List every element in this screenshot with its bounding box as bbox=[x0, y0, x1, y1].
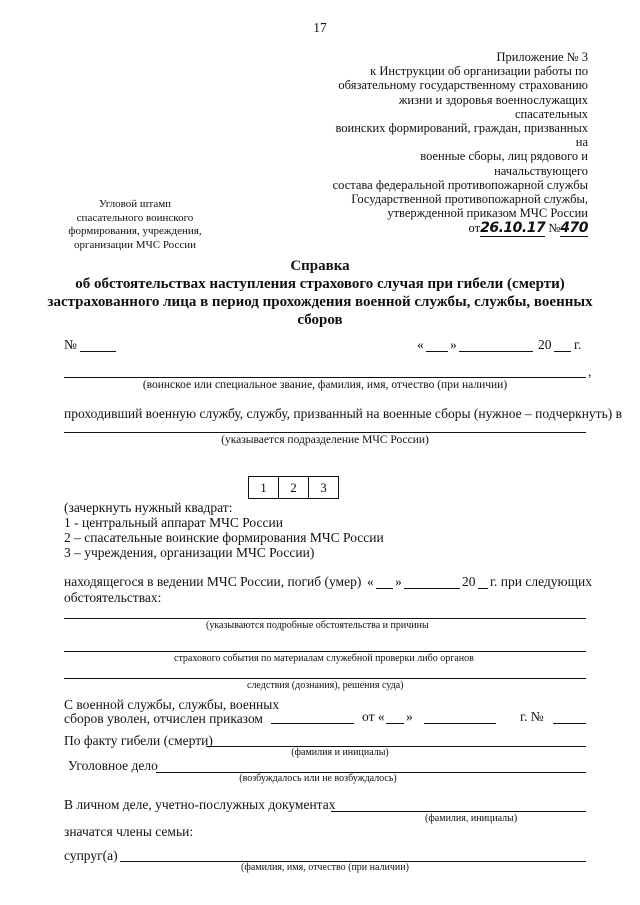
date-month-field[interactable] bbox=[459, 351, 533, 352]
investigation-hint: следствия (дознания), решения суда) bbox=[247, 680, 404, 691]
appendix-line: военные сборы, лиц рядового и начальствующего bbox=[420, 149, 588, 178]
appendix-line: состава федеральной противопожарной службы bbox=[332, 177, 588, 192]
stamp-line: организации МЧС России bbox=[74, 238, 196, 251]
death-year-prefix: 20 bbox=[462, 574, 476, 589]
criminal-case-label: Уголовное дело bbox=[68, 758, 158, 773]
box-1[interactable]: 1 bbox=[248, 476, 279, 499]
appendix-line: утвержденной приказом МЧС России bbox=[387, 206, 588, 221]
discharge-text-1: С военной службы, службы, военных bbox=[64, 697, 280, 712]
page-number: 17 bbox=[313, 20, 327, 35]
death-year-field[interactable] bbox=[478, 588, 488, 589]
appendix-title: Приложение № 3 bbox=[496, 50, 588, 64]
death-quote-open: « bbox=[367, 574, 374, 589]
appendix-block bbox=[330, 50, 588, 237]
spouse-hint: (фамилия, имя, отчество (при наличии) bbox=[241, 862, 409, 873]
doc-title: Справка bbox=[290, 258, 350, 274]
year-suffix: г. bbox=[574, 337, 582, 352]
death-month-field[interactable] bbox=[404, 588, 460, 589]
discharge-quote-close: » bbox=[406, 709, 413, 724]
stamp-line: формирования, учреждения, bbox=[68, 225, 202, 237]
appendix-line: Государственной противопожарной службы, bbox=[351, 192, 588, 207]
discharge-order-field[interactable] bbox=[271, 723, 354, 724]
order-reference bbox=[330, 221, 588, 236]
discharge-text-2: сборов уволен, отчислен приказом bbox=[64, 711, 263, 726]
doc-subtitle-3: сборов bbox=[297, 312, 343, 328]
date-year-field[interactable] bbox=[554, 351, 571, 352]
order-date-handwritten: 26.10.17 bbox=[480, 220, 546, 237]
number-field[interactable] bbox=[80, 351, 116, 352]
doc-subtitle-1: об обстоятельствах наступления страхового случая при гибели (смерти) bbox=[75, 276, 565, 292]
year-prefix: 20 bbox=[538, 337, 552, 352]
unit-field[interactable] bbox=[64, 432, 586, 433]
appendix-line: воинских формирований, граждан, призванных на bbox=[335, 121, 588, 150]
cross-out-option: 2 – спасательные воинские формирования МЧС России bbox=[64, 530, 384, 545]
cross-out-option: 3 – учреждения, организации МЧС России) bbox=[64, 545, 315, 560]
order-number-handwritten: 470 bbox=[560, 220, 588, 237]
rank-name-comma: , bbox=[588, 364, 592, 379]
death-quote-close: » bbox=[395, 574, 402, 589]
appendix-line: к Инструкции об организации работы по bbox=[370, 64, 588, 79]
discharge-year-no: г. № bbox=[520, 709, 544, 724]
order-number-label: № bbox=[548, 221, 561, 236]
family-label: значатся члены семьи: bbox=[64, 824, 194, 839]
insured-event-hint: страхового события по материалам служебной проверки либо органов bbox=[174, 653, 474, 664]
order-prefix: от bbox=[468, 221, 481, 236]
number-label: № bbox=[64, 337, 77, 352]
circumstances-field[interactable] bbox=[64, 618, 586, 619]
circumstances-field-2[interactable] bbox=[64, 651, 586, 652]
spouse-label: супруг(а) bbox=[64, 848, 118, 863]
stamp-line: Угловой штамп bbox=[98, 198, 172, 210]
personal-file-label: В личном деле, учетно-послужных документах bbox=[64, 797, 336, 812]
discharge-from: от « bbox=[362, 709, 385, 724]
date-quote-open: « bbox=[417, 337, 424, 352]
unit-type-boxes bbox=[249, 476, 339, 499]
box-3[interactable]: 3 bbox=[308, 476, 339, 499]
unit-hint: (указывается подразделение МЧС России) bbox=[221, 434, 429, 446]
criminal-case-hint: (возбуждалось или не возбуждалось) bbox=[239, 773, 397, 784]
discharge-number-field[interactable] bbox=[553, 723, 586, 724]
appendix-line: жизни и здоровья военнослужащих спасательных bbox=[398, 92, 588, 121]
name-initials-hint: (фамилия и инициалы) bbox=[291, 747, 389, 758]
box-2[interactable]: 2 bbox=[278, 476, 309, 499]
discharge-month-field[interactable] bbox=[424, 723, 496, 724]
personal-file-field[interactable] bbox=[331, 811, 586, 812]
death-day-field[interactable] bbox=[376, 588, 393, 589]
death-text-2: обстоятельствах: bbox=[64, 590, 162, 605]
date-quote-close: » bbox=[450, 337, 457, 352]
death-fact-label: По факту гибели (смерти) bbox=[64, 733, 213, 748]
circumstances-hint: (указываются подробные обстоятельства и причины bbox=[206, 620, 429, 631]
death-text: находящегося в ведении МЧС России, погиб (умер) bbox=[64, 574, 362, 589]
rank-name-hint: (воинское или специальное звание, фамилия, имя, отчество (при наличии) bbox=[142, 379, 508, 391]
stamp-line: спасательного воинского bbox=[76, 211, 194, 224]
corner-stamp-label bbox=[60, 198, 210, 252]
appendix-line: обязательному государственному страхованию bbox=[338, 78, 588, 93]
doc-subtitle-2: застрахованного лица в период прохождения военной службы, службы, военных bbox=[47, 294, 593, 310]
date-day-field[interactable] bbox=[426, 351, 448, 352]
cross-out-title: (зачеркнуть нужный квадрат: bbox=[64, 500, 233, 515]
personal-file-hint: (фамилия, инициалы) bbox=[425, 813, 518, 824]
cross-out-option: 1 - центральный аппарат МЧС России bbox=[64, 515, 283, 530]
discharge-day-field[interactable] bbox=[386, 723, 404, 724]
circumstances-field-3[interactable] bbox=[64, 678, 586, 679]
service-text: проходивший военную службу, службу, призванный на военные сборы (нужное – подчеркнуть) в bbox=[64, 406, 622, 421]
death-text-suffix: г. при следующих bbox=[490, 574, 592, 589]
rank-name-field[interactable] bbox=[64, 377, 586, 378]
